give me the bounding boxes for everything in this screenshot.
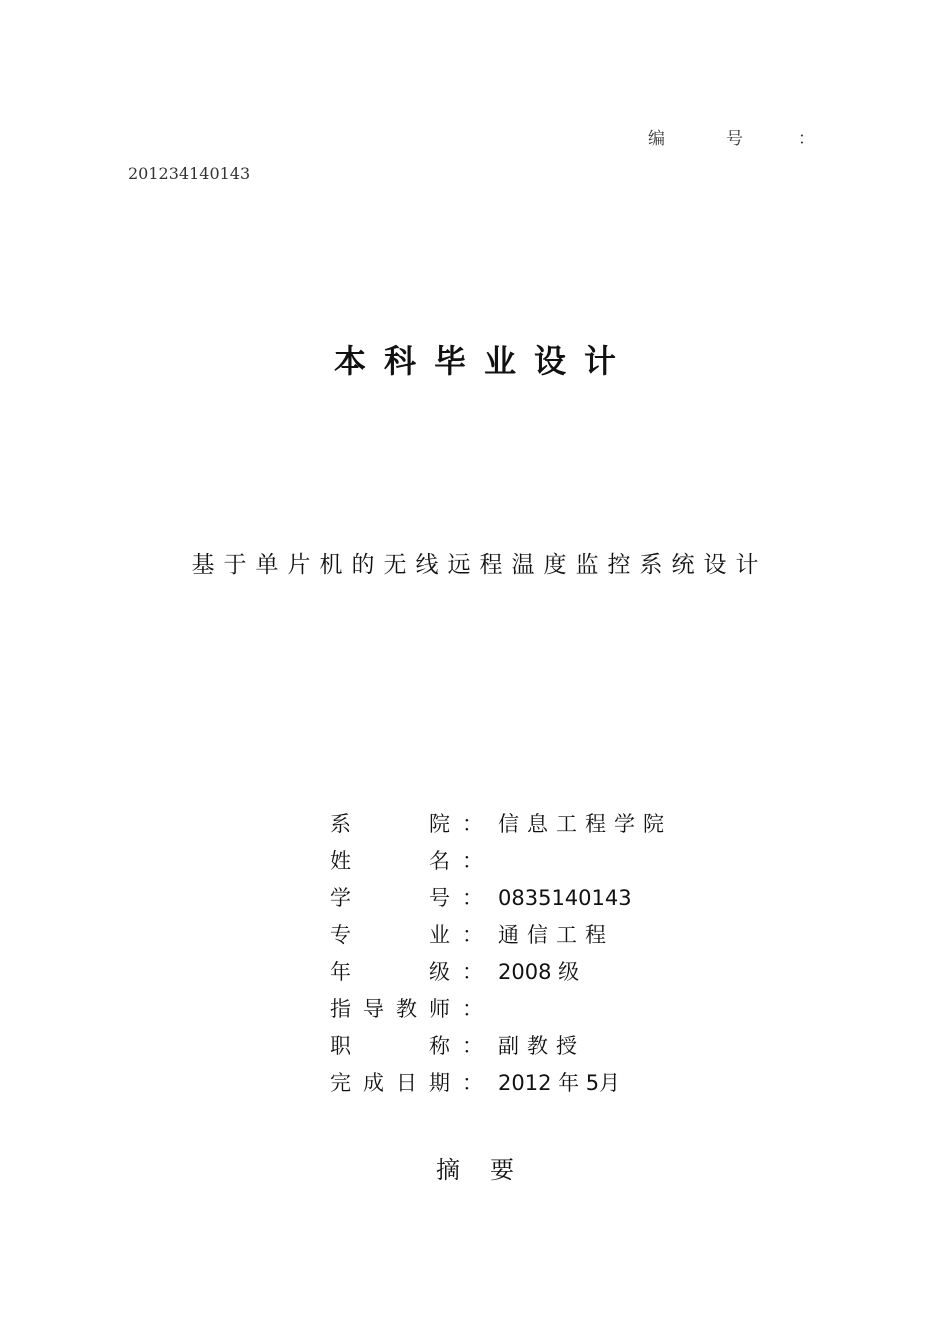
- info-row: [330, 991, 750, 1028]
- serial-number-label: [648, 124, 813, 150]
- info-label-char: 名: [429, 849, 450, 873]
- info-value: 2012 年 5月: [498, 1071, 621, 1095]
- info-label-char: 系: [330, 812, 351, 836]
- info-colon: ：: [462, 997, 483, 1021]
- serial-number-value: 201234140143: [128, 164, 251, 183]
- info-label: [330, 1028, 450, 1065]
- serial-label-char-3: ：: [798, 129, 815, 149]
- info-label-char: 导: [363, 997, 384, 1021]
- serial-label-char-1: 编: [648, 129, 665, 149]
- info-row: [330, 806, 750, 843]
- info-label: [330, 880, 450, 917]
- info-colon: ：: [462, 849, 483, 873]
- info-colon: ：: [462, 923, 483, 947]
- serial-label-char-2: 号: [726, 129, 743, 149]
- info-label: [330, 917, 450, 954]
- info-row: [330, 1028, 750, 1065]
- info-label-char: 级: [429, 960, 450, 984]
- info-label-char: 学: [330, 886, 351, 910]
- info-label-char: 业: [429, 923, 450, 947]
- info-value: 0835140143: [498, 886, 632, 910]
- info-label-char: 专: [330, 923, 351, 947]
- info-label: [330, 806, 450, 843]
- info-label-char: 完: [330, 1071, 351, 1095]
- info-label-char: 指: [330, 997, 351, 1021]
- info-row: [330, 917, 750, 954]
- info-value: 通信工程: [498, 923, 614, 947]
- info-label-char: 期: [429, 1071, 450, 1095]
- info-label: [330, 1065, 450, 1102]
- info-label: [330, 954, 450, 991]
- info-label-char: 教: [396, 997, 417, 1021]
- info-label-char: 师: [429, 997, 450, 1021]
- info-colon: ：: [462, 812, 483, 836]
- info-label-char: 日: [396, 1071, 417, 1095]
- info-row: [330, 843, 750, 880]
- info-label-char: 职: [330, 1034, 351, 1058]
- document-type-heading: 本科毕业设计: [333, 342, 634, 380]
- info-label-char: 号: [429, 886, 450, 910]
- info-label-char: 成: [363, 1071, 384, 1095]
- thesis-title: 基于单片机的无线远程温度监控系统设计: [191, 552, 768, 578]
- info-row: [330, 1065, 750, 1102]
- info-row: [330, 880, 750, 917]
- info-value: 副教授: [498, 1034, 585, 1058]
- info-value: 2008 级: [498, 960, 580, 984]
- info-label-char: 年: [330, 960, 351, 984]
- abstract-heading: 摘要: [436, 1156, 544, 1184]
- info-colon: ：: [462, 960, 483, 984]
- info-label-char: 姓: [330, 849, 351, 873]
- info-label-char: 院: [429, 812, 450, 836]
- info-colon: ：: [462, 1034, 483, 1058]
- info-label: [330, 843, 450, 880]
- info-colon: ：: [462, 1071, 483, 1095]
- info-label-char: 称: [429, 1034, 450, 1058]
- info-label: [330, 991, 450, 1028]
- info-value: 信息工程学院: [498, 812, 672, 836]
- info-row: [330, 954, 750, 991]
- info-colon: ：: [462, 886, 483, 910]
- student-info-table: [330, 806, 750, 1102]
